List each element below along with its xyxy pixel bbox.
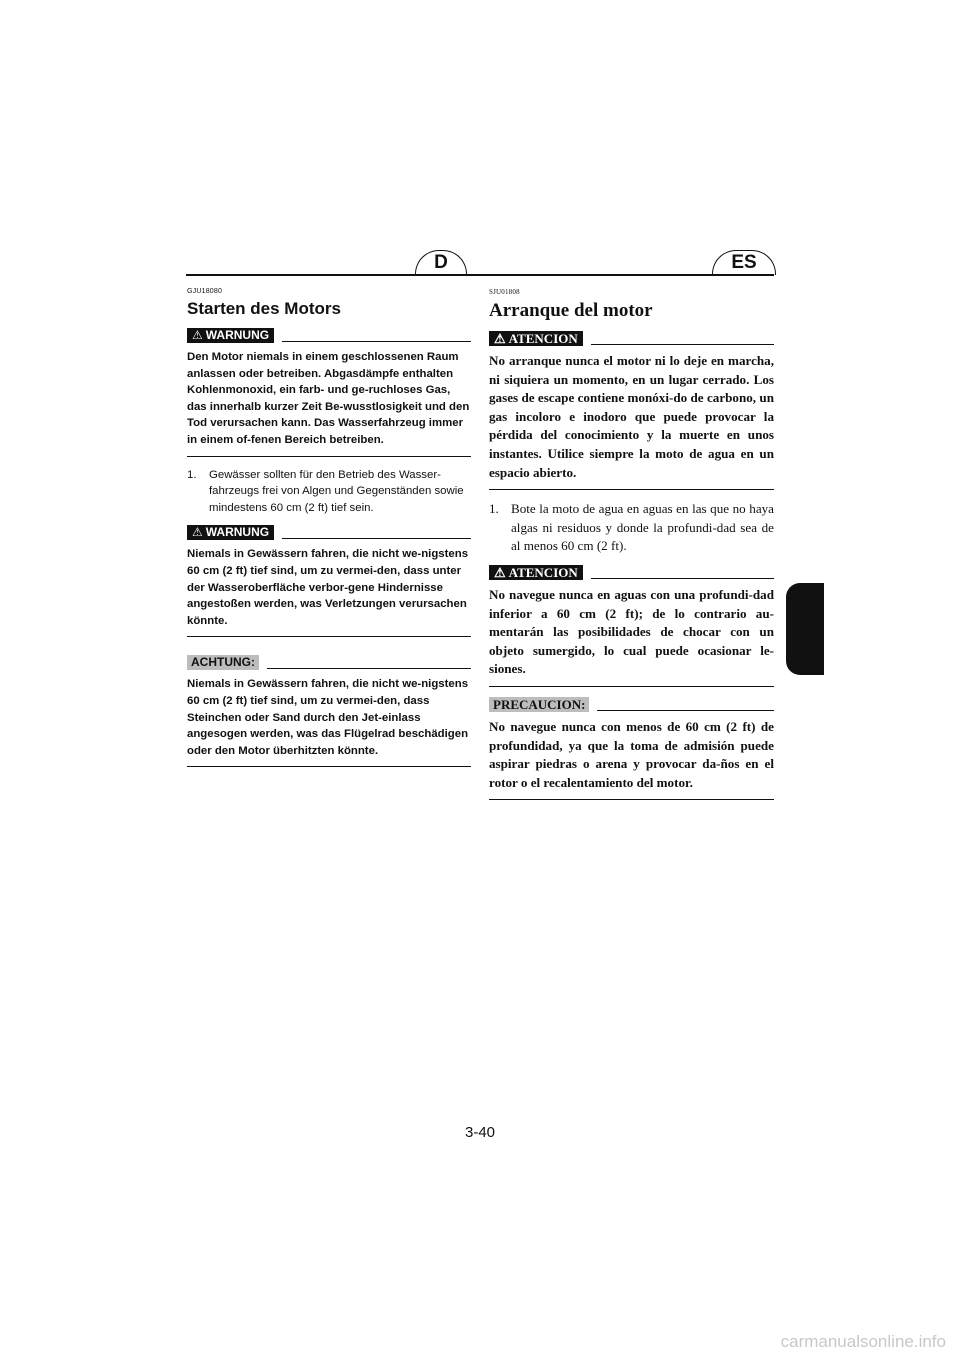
warning-triangle-icon: ⚠ (494, 331, 506, 346)
caution-label: ACHTUNG: (187, 655, 259, 670)
german-column (187, 288, 471, 777)
caution-text: Niemals in Gewässern fahren, die nicht we-nigstens 60 cm (2 ft) tief sind, um zu vermei-den, dass Steinchen oder Sand durch den Jet-einlass angesogen werden, was das Flügelrad beschädigen oder den Motor überhitzten könnte. (187, 678, 469, 757)
caution-label: PRECAUCION: (489, 697, 589, 712)
language-tab-spanish: ES (712, 250, 776, 275)
header-rule (186, 274, 774, 276)
warning-badge (489, 565, 583, 580)
warning-end-rule (187, 456, 471, 457)
warning-badge (187, 525, 274, 540)
warning-end-rule (489, 489, 774, 490)
warning-badge (187, 328, 274, 343)
warning-badge (489, 331, 583, 346)
warning-header-rule (591, 344, 774, 345)
warning-header-rule (282, 538, 471, 539)
step-item (187, 467, 471, 517)
step-item (489, 500, 774, 556)
warning-header (489, 565, 774, 580)
step-text: Bote la moto de agua en aguas en las que no haya algas ni residuos y donde la profundi-dad sea de al menos 60 cm (2 ft). (511, 501, 774, 554)
warning-end-rule (187, 636, 471, 637)
warning-header-rule (591, 578, 774, 579)
warning-text: No arranque nunca el motor ni lo deje en marcha, ni siquiera un momento, en un lugar cerrado. Los gases de escape contiene monóxi-do de carbono, un gas incoloro e inodoro que puede provocar la pérdida del conocimiento y la muerte en unos instantes. Utilice siempre la moto de agua en un espacio abierto. (489, 353, 774, 480)
warning-triangle-icon: ⚠ (192, 328, 203, 342)
caution-end-rule (489, 799, 774, 800)
section-code: SJU01808 (489, 288, 520, 296)
warning-header-rule (282, 341, 471, 342)
warning-text: Niemals in Gewässern fahren, die nicht we-nigstens 60 cm (2 ft) tief sind, um zu vermei-den, dass unter der Wasseroberfläche verbor-gene Hindernisse angestoßen werden, was Verletzungen verursachen könnte. (187, 548, 469, 627)
warning-end-rule (489, 686, 774, 687)
step-number: 1. (187, 468, 197, 481)
watermark: carmanualsonline.info (780, 1332, 946, 1351)
caution-header-rule (267, 668, 471, 669)
caution-header (489, 697, 774, 712)
warning-label: ATENCION (508, 331, 578, 346)
caution-end-rule (187, 766, 471, 767)
warning-header (489, 331, 774, 346)
warning-header (187, 525, 471, 540)
warning-triangle-icon: ⚠ (192, 525, 203, 540)
caution-header (187, 655, 471, 670)
warning-label: WARNUNG (205, 525, 270, 540)
warning-triangle-icon: ⚠ (494, 564, 506, 580)
spanish-column (489, 288, 774, 810)
section-code: GJU18080 (187, 288, 223, 295)
step-text: Gewässer sollten für den Betrieb des Wasser-fahrzeugs frei von Algen und Gegenständen sowie mindestens 60 cm (2 ft) tief sein. (209, 468, 464, 514)
warning-text: Den Motor niemals in einem geschlossenen Raum anlassen oder betreiben. Abgasdämpfe enthalten Kohlenmonoxid, ein farb- und ge-ruchloses Gas, das innerhalb kurzer Zeit Be-wusstlosigkeit und den Tod verursachen kann. Das Wasserfahrzeug immer in einem of-fenen Bereich betreiben. (187, 351, 470, 446)
caution-text: No navegue nunca con menos de 60 cm (2 ft) de profundidad, ya que la toma de admisión puede aspirar piedras o arena y provocar da-ños en el rotor o el recalentamiento del motor. (489, 718, 774, 790)
chapter-thumb-tab (786, 583, 824, 675)
warning-label: WARNUNG (205, 328, 270, 342)
section-title: Starten des Motors (187, 299, 341, 318)
warning-label: ATENCION (508, 564, 578, 580)
caution-header-rule (597, 710, 774, 711)
language-tab-german: D (415, 250, 467, 275)
section-title: Arranque del motor (489, 300, 653, 321)
warning-header (187, 328, 471, 343)
page-number: 3-40 (464, 1124, 496, 1141)
warning-text: No navegue nunca en aguas con una profundi-dad inferior a 60 cm (2 ft); de lo contrario au-mentarán las posibilidades de chocar con un objeto sumergido, lo cual puede ocasionar le-siones. (489, 586, 774, 677)
step-number: 1. (489, 501, 499, 517)
